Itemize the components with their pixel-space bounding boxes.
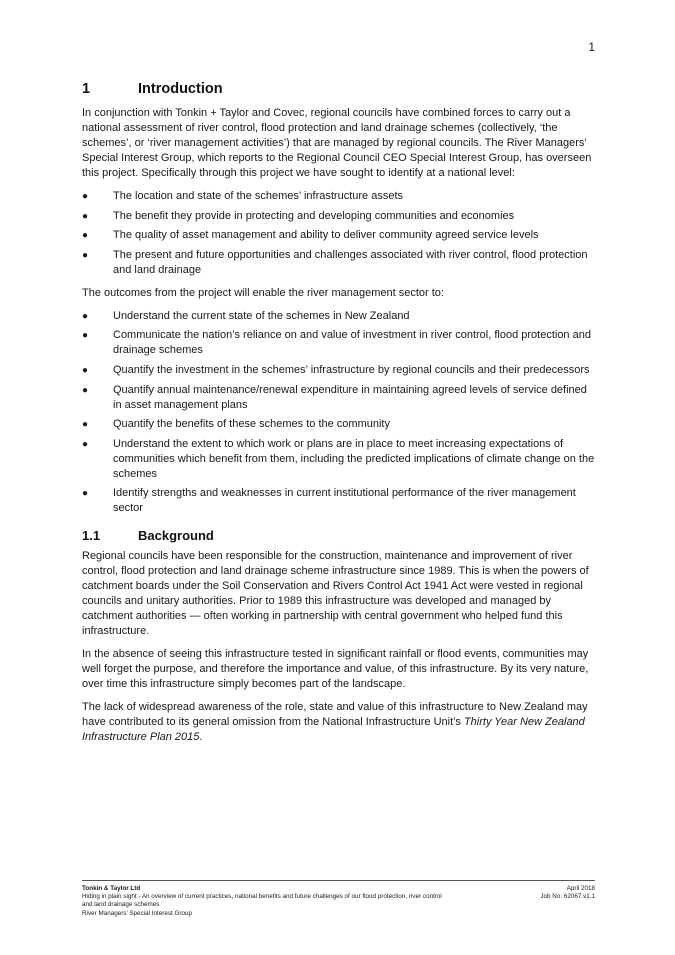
identify-list — [82, 189, 595, 278]
subsection-title: Background — [138, 528, 214, 544]
bullet-icon: ● — [82, 249, 89, 261]
bullet-icon: ● — [82, 488, 89, 500]
section-number: 1 — [82, 81, 91, 97]
list-item: ● The benefit they provide in protecting and developing communities and economies — [82, 209, 515, 222]
subsection-number: 1.1 — [82, 528, 101, 544]
footer-date: April 2018 — [566, 885, 595, 892]
footer-right — [540, 885, 595, 918]
footer-company: Tonkin & Taylor Ltd — [82, 885, 141, 892]
list-item: ● Communicate the nation’s reliance on and value of investment in river control, flood protection and drainage schemes — [82, 329, 591, 357]
background-paragraph-3 — [82, 700, 595, 745]
bullet-icon: ● — [82, 330, 89, 342]
bullet-icon: ● — [82, 419, 89, 431]
page-number: 1 — [588, 40, 595, 54]
list-item: ● The location and state of the schemes’ infrastructure assets — [82, 190, 404, 202]
bullet-icon: ● — [82, 191, 89, 202]
footer-left — [82, 885, 452, 918]
bullet-icon: ● — [82, 230, 89, 242]
bullet-icon: ● — [82, 310, 89, 322]
list-item: ● Quantify the investment in the schemes’ infrastructure by regional councils and their predecessors — [82, 363, 590, 376]
bullet-icon: ● — [82, 384, 89, 396]
document-body — [82, 81, 595, 753]
outcomes-list — [82, 309, 595, 517]
page-footer — [82, 880, 595, 918]
bullet-icon: ● — [82, 438, 89, 450]
section-heading — [82, 81, 595, 97]
footer-report-title: Hiding in plain sight - An overview of current practices, national benefits and future challenges of our flood protection, river control and land drainage schemes — [82, 893, 442, 909]
footer-job-number: Job No: 62067.v1.1 — [540, 893, 595, 901]
list-item: ● The quality of asset management and ability to deliver community agreed service levels — [82, 229, 539, 242]
intro-paragraph: In conjunction with Tonkin + Taylor and Covec, regional councils have combined forces to carry out a national assessment of river control, flood protection and land drainage schemes (collectively, ‘the schemes’, or ‘river management activities’) that are managed by regional councils. The River Managers’ Special Interest Group, which reports to the Regional Council CEO Special Interest Group, has overseen this project. Specifically through this project we have sought to identify at a national level: — [82, 107, 592, 179]
paragraph-end: . — [199, 731, 203, 744]
list-item: ● Identify strengths and weaknesses in current institutional performance of the river management sector — [82, 487, 576, 515]
bullet-icon: ● — [82, 210, 89, 222]
plan-title: Thirty Year New Zealand Infrastructure Plan 2015 — [82, 716, 585, 744]
list-item: ● Understand the extent to which work or plans are in place to meet increasing expectations of communities which benefit from them, including the predicted implications of climate change on the schemes — [82, 437, 595, 480]
list-item: ● Quantify annual maintenance/renewal expenditure in maintaining agreed levels of service defined in asset management plans — [82, 383, 587, 411]
subsection-heading — [82, 528, 595, 543]
paragraph-text: The lack of widespread awareness of the role, state and value of this infrastructure to New Zealand may have contributed to its general omission from the National Infrastructure Unit’s — [82, 701, 588, 729]
footer-client: River Managers’ Special Interest Group — [82, 909, 193, 917]
bullet-icon: ● — [82, 364, 89, 376]
list-item: ● The present and future opportunities and challenges associated with river control, flood protection and land drainage — [82, 248, 588, 276]
background-paragraph-1: Regional councils have been responsible for the construction, maintenance and improvement of river control, flood protection and land drainage scheme infrastructure since 1989. This is when the powers of catchment boards under the Soil Conservation and Rivers Control Act 1941 Act were vested in regional councils and unitary authorities. Prior to 1989 this infrastructure was developed and managed by catchment authorities — often working in partnership with central government who helped fund this infrastructure. — [82, 550, 589, 638]
list-item: ● Understand the current state of the schemes in New Zealand — [82, 309, 410, 322]
section-title: Introduction — [138, 81, 223, 97]
outcomes-intro: The outcomes from the project will enable the river management sector to: — [82, 286, 444, 299]
list-item: ● Quantify the benefits of these schemes to the community — [82, 418, 390, 431]
background-paragraph-2: In the absence of seeing this infrastructure tested in significant rainfall or flood events, communities may well forget the purpose, and therefore the importance and value, of this infrastructure. By its very nature, over time this infrastructure simply becomes part of the landscape. — [82, 648, 589, 691]
